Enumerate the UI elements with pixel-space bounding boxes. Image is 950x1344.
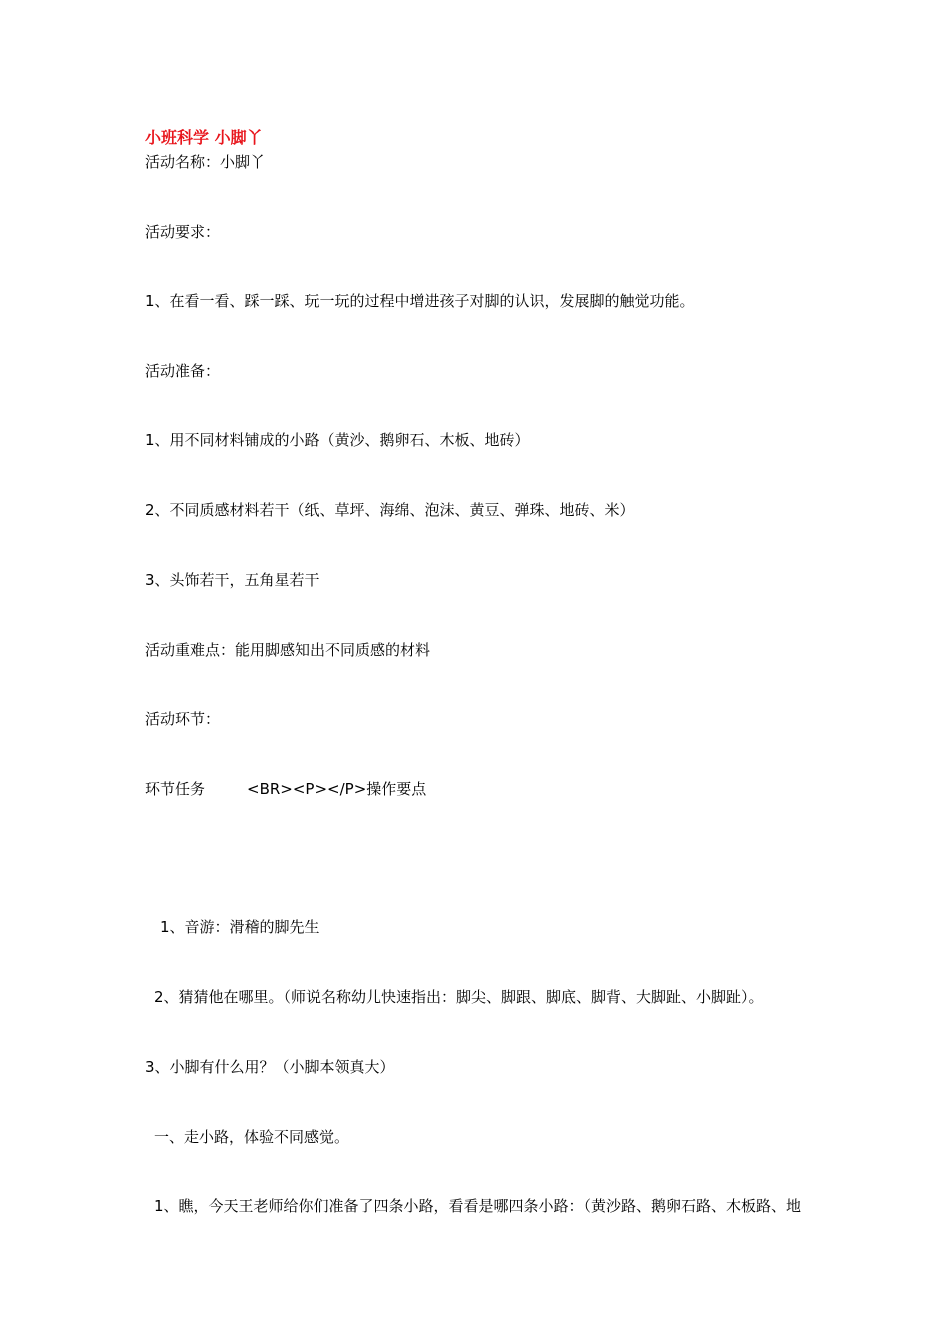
preparation-item-3: 3、头饰若干，五角星若干	[145, 571, 320, 589]
step-item-2: 2、猜猜他在哪里。（师说名称幼儿快速指出：脚尖、脚跟、脚底、脚背、大脚趾、小脚趾）。	[154, 988, 764, 1006]
section-heading-1: 一、走小路，体验不同感觉。	[154, 1128, 350, 1146]
table-header-points: <BR><P></P>操作要点	[247, 780, 427, 798]
step-item-3: 3、小脚有什么用？（小脚本领真大）	[145, 1058, 395, 1076]
document-title: 小班科学 小脚丫	[145, 128, 263, 147]
preparation-heading: 活动准备：	[145, 362, 221, 380]
preparation-item-2: 2、不同质感材料若干（纸、草坪、海绵、泡沫、黄豆、弹珠、地砖、米）	[145, 501, 635, 519]
key-points: 活动重难点：能用脚感知出不同质感的材料	[145, 641, 431, 659]
requirements-heading: 活动要求：	[145, 223, 221, 241]
table-header-task: 环节任务	[145, 780, 206, 798]
steps-table-header	[145, 779, 426, 799]
section-1-item-1: 1、瞧，今天王老师给你们准备了四条小路，看看是哪四条小路：（黄沙路、鹅卵石路、木板路、地	[154, 1197, 802, 1215]
step-item-1: 1、音游：滑稽的脚先生	[160, 918, 320, 936]
preparation-item-1: 1、用不同材料铺成的小路（黄沙、鹅卵石、木板、地砖）	[145, 431, 530, 449]
activity-name: 活动名称：小脚丫	[145, 153, 266, 171]
requirement-item-1: 1、在看一看、踩一踩、玩一玩的过程中增进孩子对脚的认识，发展脚的触觉功能。	[145, 292, 695, 310]
steps-heading: 活动环节：	[145, 710, 221, 728]
